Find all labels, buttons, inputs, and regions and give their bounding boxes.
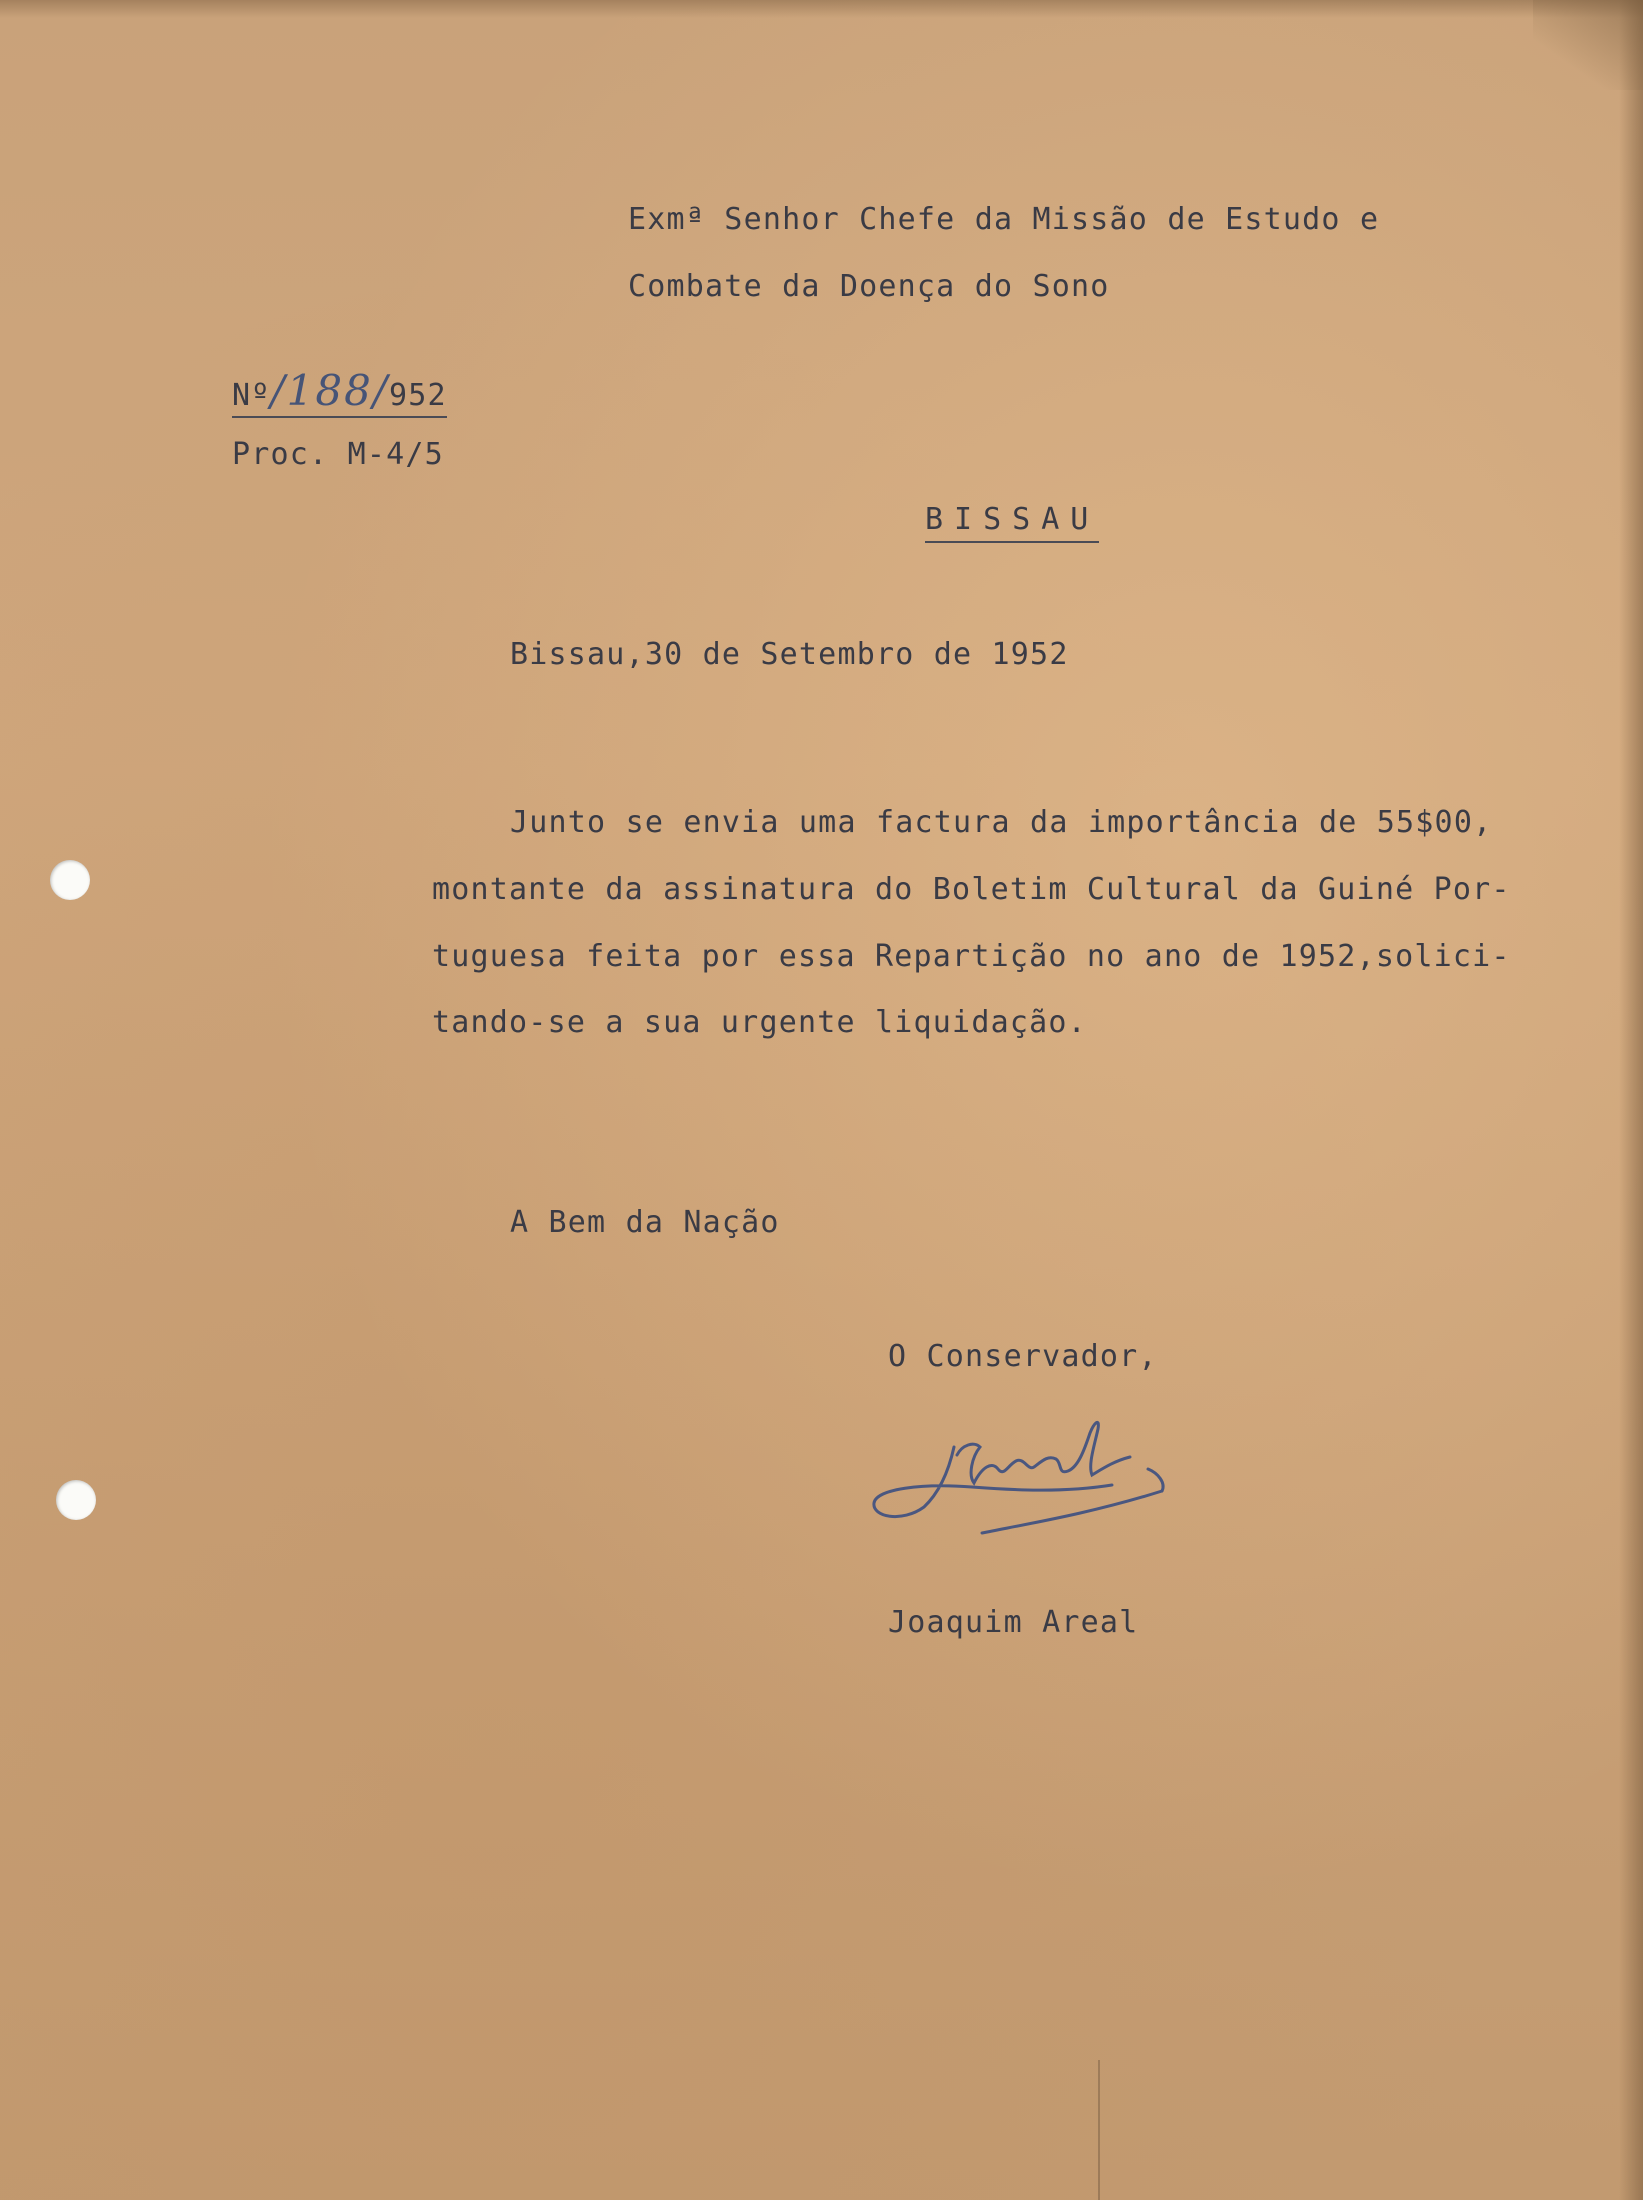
reference-prefix: Nº — [232, 378, 271, 413]
punch-hole-icon — [50, 860, 90, 900]
reference-handwritten-number: /188/ — [270, 366, 389, 415]
city-heading: BISSAU — [925, 505, 1099, 543]
addressee-line-1: Exmª Senhor Chefe da Missão de Estudo e — [628, 202, 1380, 237]
date-line: Bissau,30 de Setembro de 1952 — [510, 637, 1069, 672]
addressee-line-2: Combate da Doença do Sono — [628, 269, 1110, 304]
closing-salutation: A Bem da Nação — [510, 1205, 780, 1240]
signatory-role: O Conservador, — [888, 1339, 1158, 1374]
reference-year: 952 — [389, 378, 447, 413]
body-line-1: Junto se envia uma factura da importância de 55$00, — [510, 805, 1493, 840]
punch-hole-icon — [56, 1480, 96, 1520]
paper-crease — [1098, 2060, 1100, 2200]
paper-edge-right — [1619, 0, 1643, 2200]
body-line-3: tuguesa feita por essa Repartição no ano de 1952,solici- — [432, 939, 1511, 974]
body-line-2: montante da assinatura do Boletim Cultural da Guiné Por- — [432, 872, 1511, 907]
signatory-name: Joaquim Areal — [888, 1605, 1139, 1640]
process-number: Proc. M-4/5 — [232, 437, 444, 472]
signature-icon — [862, 1395, 1182, 1545]
paper-edge-top — [0, 0, 1643, 18]
body-line-4: tando-se a sua urgente liquidação. — [432, 1005, 1087, 1040]
reference-number — [232, 366, 447, 418]
paper-corner-fold — [1533, 0, 1643, 90]
